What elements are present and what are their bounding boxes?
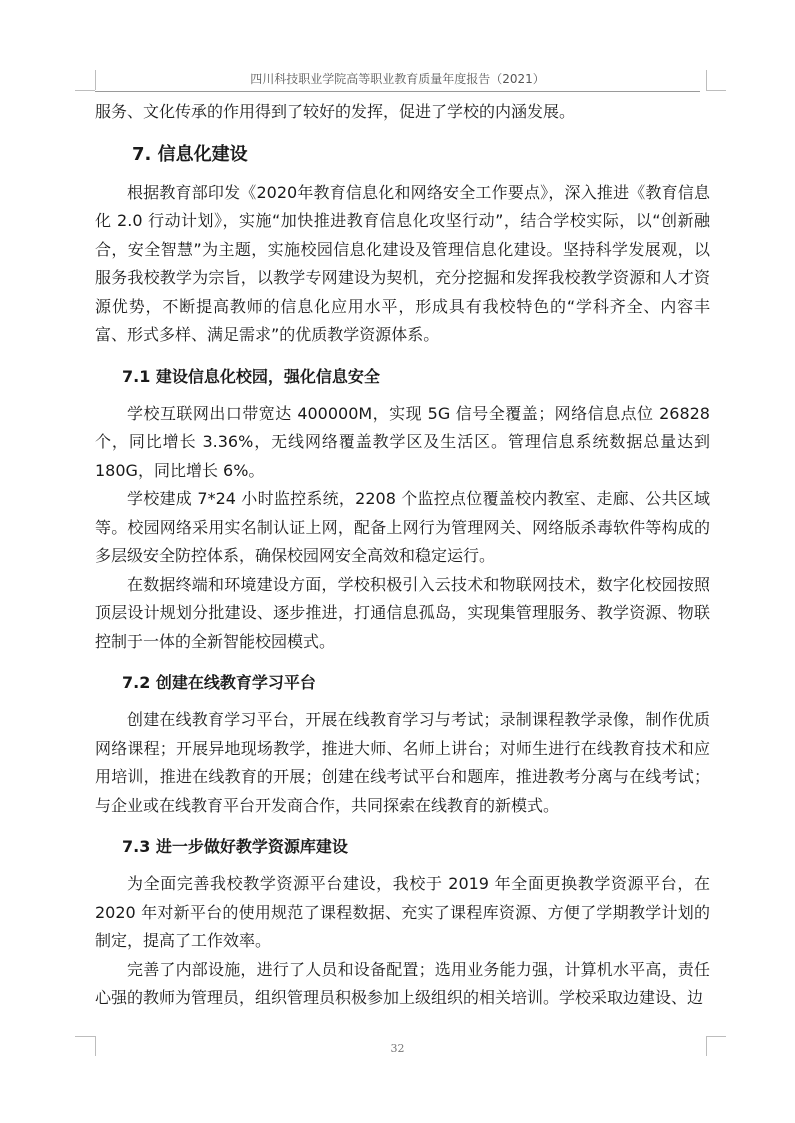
running-header: 四川科技职业学院高等职业教育质量年度报告（2021） [250, 72, 545, 86]
section-heading-7: 7. 信息化建设 [132, 143, 248, 165]
page-number: 32 [390, 1042, 405, 1055]
crop-mark-bottom-left-h [75, 1036, 95, 1037]
crop-mark-bottom-right-h [706, 1036, 726, 1037]
header-rule [95, 91, 700, 92]
paragraph: 在数据终端和环境建设方面，学校积极引入云技术和物联网技术，数字化校园按照顶层设计规划分批建设、逐步推进，打通信息孤岛，实现集管理服务、教学资源、物联控制于一体的全新智能校园模式。 [95, 574, 710, 651]
crop-mark-top-right-h [706, 90, 726, 91]
paragraph: 学校建成 7*24 小时监控系统，2208 个监控点位覆盖校内教室、走廊、公共区域等。校园网络采用实名制认证上网，配备上网行为管理网关、网络版杀毒软件等构成的多层级安全防控体系，确保校园网安全高效和稳定运行。 [95, 489, 710, 565]
paragraph-continued: 服务、文化传承的作用得到了较好的发挥，促进了学校的内涵发展。 [95, 102, 576, 121]
crop-mark-top-right-v [706, 70, 707, 90]
paragraph: 为全面完善我校教学资源平台建设，我校于 2019 年全面更换教学资源平台，在 2020 年对新平台的使用规范了课程数据、充实了课程库资源、方便了学期教学计划的制定，提高了工作效率。 [95, 874, 710, 950]
paragraph: 完善了内部设施，进行了人员和设备配置；选用业务能力强，计算机水平高，责任心强的教师为管理员，组织管理员积极参加上级组织的相关培训。学校采取边建设、边 [95, 959, 710, 1007]
paragraph: 学校互联网出口带宽达 400000M，实现 5G 信号全覆盖；网络信息点位 26828 个，同比增长 3.36%，无线网络覆盖教学区及生活区。管理信息系统数据总量达到 180G，同比增长 6%。 [95, 403, 710, 480]
subsection-heading-7-2: 7.2 创建在线教育学习平台 [122, 673, 316, 692]
subsection-heading-7-1: 7.1 建设信息化校园，强化信息安全 [122, 366, 380, 386]
subsection-heading-7-3: 7.3 进一步做好教学资源库建设 [122, 837, 348, 856]
crop-mark-top-left-h [75, 90, 95, 91]
body-text [95, 98, 710, 1013]
paragraph: 创建在线教育学习平台，开展在线教育学习与考试；录制课程教学录像，制作优质网络课程；开展异地现场教学，推进大师、名师上讲台；对师生进行在线教育技术和应用培训，推进在线教育的开展；创建在线考试平台和题库，推进教考分离与在线考试；与企业或在线教育平台开发商合作，共同探索在线教育的新模式。 [95, 710, 710, 815]
paragraph: 根据教育部印发《2020年教育信息化和网络安全工作要点》，深入推进《教育信息化 2.0 行动计划》，实施“加快推进教育信息化攻坚行动”，结合学校实际，以“创新融合，安全智慧”为主题，实施校园信息化建设及管理信息化建设。坚持科学发展观，以服务我校教学为宗旨，以教学专网建设为契机，充分挖掘和发挥我校教学资源和人才资源优势，不断提高教师的信息化应用水平，形成具有我校特色的“学科齐全、内容丰富、形式多样、满足需求”的优质教学资源体系。 [95, 182, 710, 344]
